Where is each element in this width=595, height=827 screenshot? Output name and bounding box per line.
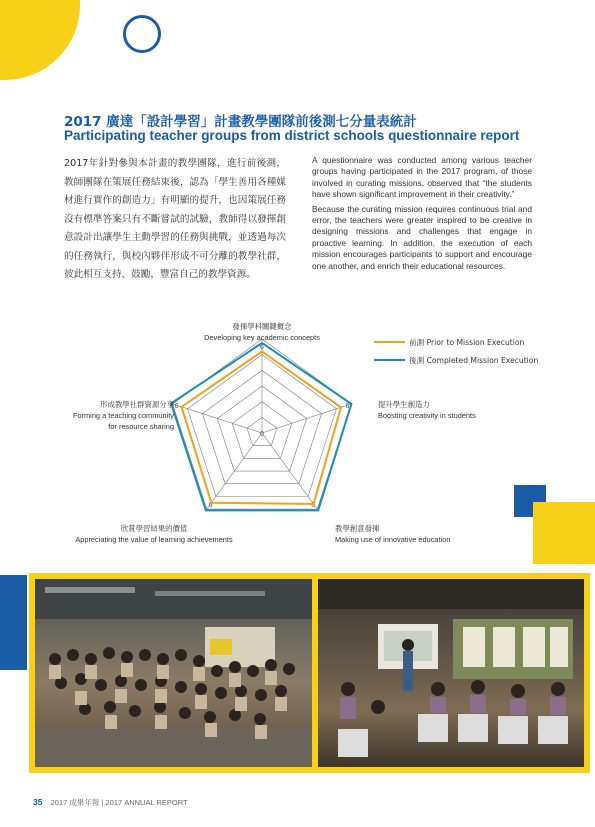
classroom-photo <box>318 579 584 767</box>
decorative-blue-bar <box>0 575 27 670</box>
legend-label: 前測 Prior to Mission Execution <box>409 338 525 347</box>
page-title-chinese: 2017 廣達「設計學習」計畫教學團隊前後測七分量表統計 <box>64 114 417 130</box>
radar-axis-label-en: Developing key academic concepts <box>204 333 320 342</box>
footer-text: 2017 成果年報 | 2017 ANNUAL REPORT <box>50 798 188 807</box>
body-text-english <box>312 155 532 272</box>
photo-frame <box>29 573 590 773</box>
radar-axis-label-en: for resource sharing <box>108 422 174 431</box>
radar-tick-label: 6 <box>260 344 264 351</box>
radar-tick-label: 0 <box>260 431 264 438</box>
radar-axis-label-en: Forming a teaching community <box>72 411 174 420</box>
decorative-yellow-circle <box>0 0 80 80</box>
radar-axis-label-en: Appreciating the value of learning achievements <box>75 535 233 544</box>
radar-tick-label: 6 <box>345 402 350 410</box>
radar-tick-label: 6 <box>208 502 213 510</box>
body-paragraph: Because the curating mission requires continuous trial and error, the teachers were greater inspired to be creative in designing missions and challenges that engage in proactive learning. In addition, the execution of each mission encourages participants to support and encourage one another, and enrich their educational resources. <box>312 203 532 271</box>
radar-chart <box>0 315 595 555</box>
decorative-blue-ring <box>123 15 161 53</box>
radar-axis-label-en: Making use of innovative education <box>335 535 451 544</box>
body-text-chinese: 2017年針對參與本計畫的教學團隊，進行前後測，教師團隊在策展任務結束後，認為「學生善用各種媒材進行實作的創造力」有明顯的提升，也因策展任務沒有標準答案只有不斷嘗試的試驗，教師得以發揮創意設計出讓學生主動學習的任務與挑戰，並透過每次的任務執行，與校內夥伴形成不可分離的教學社群，彼此相互支持、鼓勵，豐富自己的教學資源。 <box>64 158 286 280</box>
page-number: 35 <box>33 797 43 807</box>
group-photo-illustration <box>35 579 312 767</box>
radar-axis-label-zh: 發揮學科關鍵概念 <box>232 322 292 331</box>
group-photo <box>35 579 312 767</box>
body-paragraph: A questionnaire was conducted among various teacher groups having participated in the 2017 program, of those involved in curating missions, observed that “the students have shown significant improvement in their creativity.” <box>312 155 532 200</box>
page-footer <box>33 797 188 808</box>
radar-axis-label-zh: 形成教學社群資源分享 <box>100 400 174 409</box>
radar-series-line <box>171 343 351 510</box>
page-title-english: Participating teacher groups from district schools questionnaire report <box>64 128 520 143</box>
radar-axis-label-zh: 教學創意發揮 <box>335 524 380 533</box>
radar-axis-label-en: Boosting creativity in students <box>378 411 476 420</box>
radar-tick-label: 6 <box>174 402 179 410</box>
radar-tick-label: 6 <box>311 502 316 510</box>
legend-label: 後測 Completed Mission Execution <box>409 356 539 365</box>
classroom-photo-illustration <box>318 579 584 767</box>
radar-axis-label-zh: 欣賞學習結果的價值 <box>120 524 188 533</box>
radar-axis-label-zh: 提升學生創造力 <box>378 400 430 409</box>
